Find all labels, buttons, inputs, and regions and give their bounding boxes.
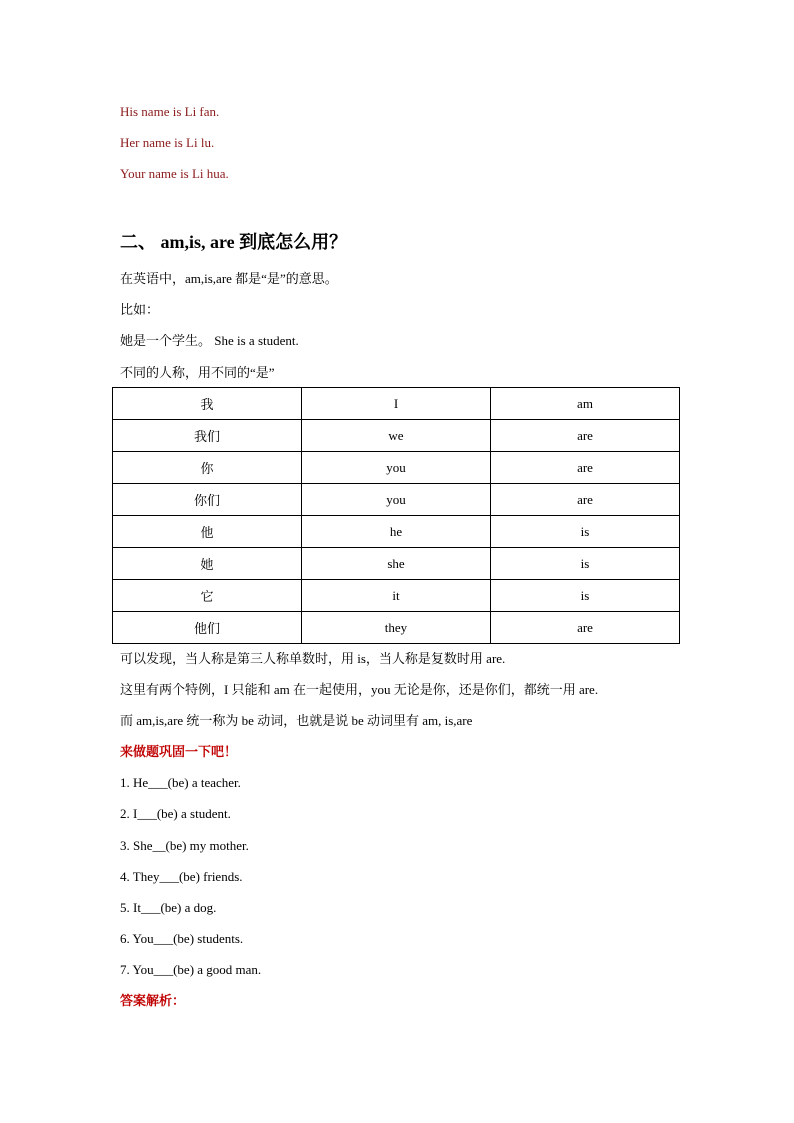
table-cell-verb: are — [491, 484, 680, 516]
table-cell-pronoun: I — [302, 388, 491, 420]
table-cell-chinese: 我们 — [113, 420, 302, 452]
table-cell-verb: is — [491, 580, 680, 612]
table-row — [113, 388, 680, 420]
table-cell-verb: is — [491, 516, 680, 548]
paragraph-be-verb: 而 am,is,are 统一称为 be 动词，也就是说 be 动词里有 am, is,are — [120, 713, 473, 728]
table-cell-chinese: 你 — [113, 452, 302, 484]
intro-line-2: Her name is Li lu. — [120, 135, 215, 150]
table-row — [113, 612, 680, 644]
intro-line-3: Your name is Li hua. — [120, 166, 229, 181]
exercise-item: 5. It___(be) a dog. — [120, 900, 217, 915]
table-cell-pronoun: you — [302, 452, 491, 484]
table-cell-chinese: 他们 — [113, 612, 302, 644]
exercise-item: 6. You___(be) students. — [120, 931, 244, 946]
paragraph-special-cases: 这里有两个特例，I 只能和 am 在一起使用，you 无论是你，还是你们，都统一用 are. — [120, 682, 599, 697]
table-cell-pronoun: it — [302, 580, 491, 612]
intro-line-1: His name is Li fan. — [120, 104, 220, 119]
table-row — [113, 548, 680, 580]
table-cell-pronoun: you — [302, 484, 491, 516]
section-title: 二、 am,is, are 到底怎么用？ — [120, 232, 348, 252]
paragraph-example: 她是一个学生。 She is a student. — [120, 333, 299, 348]
table-cell-chinese: 它 — [113, 580, 302, 612]
table-cell-pronoun: they — [302, 612, 491, 644]
table-row — [113, 420, 680, 452]
exercise-item: 3. She__(be) my mother. — [120, 838, 249, 853]
table-cell-chinese: 她 — [113, 548, 302, 580]
exercise-item: 4. They___(be) friends. — [120, 869, 243, 884]
table-cell-chinese: 我 — [113, 388, 302, 420]
table-row — [113, 516, 680, 548]
paragraph-meaning: 在英语中，am,is,are 都是“是”的意思。 — [120, 271, 338, 286]
table-cell-verb: is — [491, 548, 680, 580]
table-row — [113, 580, 680, 612]
paragraph-table-intro: 不同的人称，用不同的“是” — [120, 365, 275, 380]
table-cell-verb: are — [491, 612, 680, 644]
table-cell-pronoun: he — [302, 516, 491, 548]
table-row — [113, 484, 680, 516]
table-cell-pronoun: she — [302, 548, 491, 580]
paragraph-observation: 可以发现，当人称是第三人称单数时，用 is，当人称是复数时用 are. — [120, 651, 506, 666]
table-row — [113, 452, 680, 484]
table-cell-chinese: 你们 — [113, 484, 302, 516]
table-cell-pronoun: we — [302, 420, 491, 452]
exercise-item: 2. I___(be) a student. — [120, 806, 231, 821]
pronoun-table — [112, 387, 680, 644]
table-cell-verb: am — [491, 388, 680, 420]
paragraph-example-label: 比如： — [120, 302, 160, 317]
table-cell-verb: are — [491, 452, 680, 484]
exercise-item: 1. He___(be) a teacher. — [120, 775, 241, 790]
table-cell-verb: are — [491, 420, 680, 452]
exercise-item: 7. You___(be) a good man. — [120, 962, 262, 977]
exercise-heading: 来做题巩固一下吧！ — [120, 744, 238, 759]
table-cell-chinese: 他 — [113, 516, 302, 548]
answer-heading: 答案解析： — [120, 993, 186, 1008]
